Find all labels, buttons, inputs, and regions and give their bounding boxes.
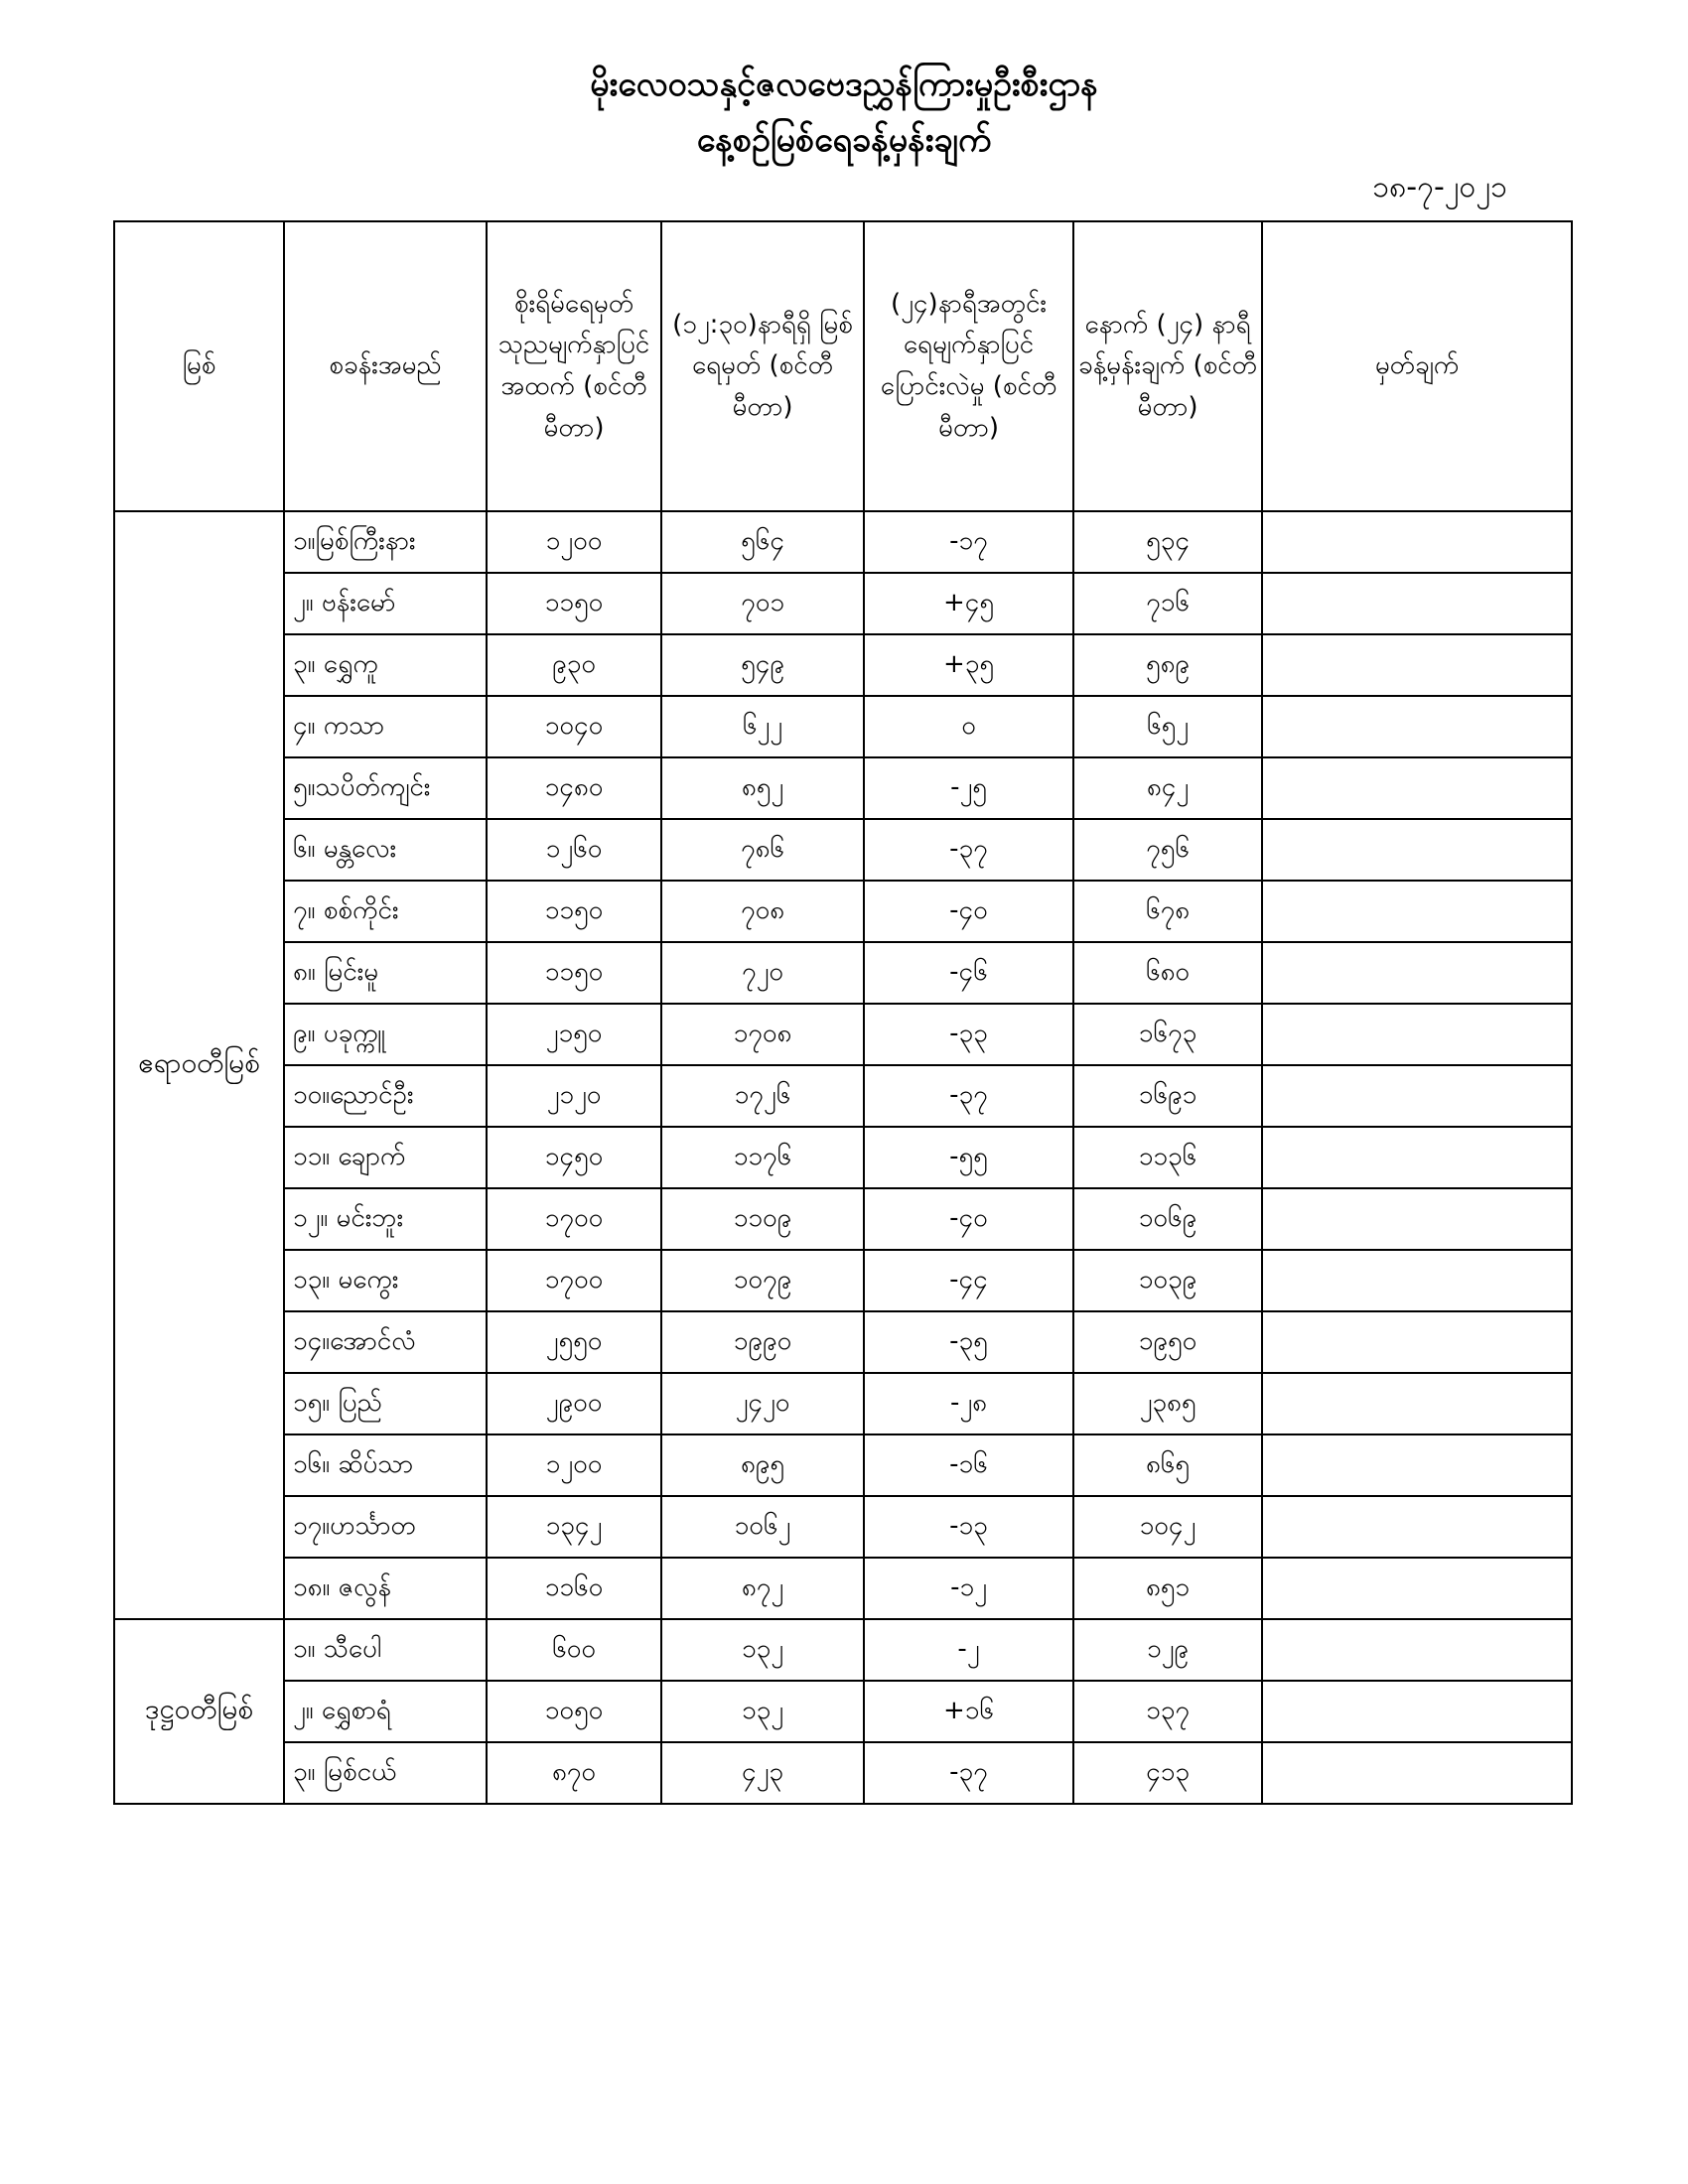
- remark: [1262, 819, 1572, 881]
- danger-level: ၂၅၅၀: [487, 1311, 661, 1373]
- level-change: -၃၇: [864, 1742, 1073, 1804]
- level-change: -၅၅: [864, 1127, 1073, 1188]
- danger-level: ၁၁၅၀: [487, 573, 661, 634]
- level-change: -၁၇: [864, 511, 1073, 573]
- table-row: [114, 1742, 1572, 1804]
- page-subtitle: နေ့စဉ်မြစ်ရေခန့်မှန်းချက်: [696, 120, 992, 160]
- table-row: [114, 1434, 1572, 1496]
- remark: [1262, 696, 1572, 757]
- forecast-level: ၁၁၃၆: [1073, 1127, 1262, 1188]
- station-name: ၁၀။ညောင်ဦး: [284, 1065, 487, 1127]
- station-name: ၁၁။ ချောက်: [284, 1127, 487, 1188]
- forecast-level: ၆၈၀: [1073, 942, 1262, 1004]
- table-row: [114, 1496, 1572, 1558]
- col-header-river: မြစ်: [114, 221, 284, 511]
- forecast-level: ၈၄၂: [1073, 757, 1262, 819]
- col-header-station: စခန်းအမည်: [284, 221, 487, 511]
- forecast-level: ၆၇၈: [1073, 881, 1262, 942]
- water-level: ၈၇၂: [661, 1558, 864, 1619]
- table-header-row: [114, 221, 1572, 511]
- table-row: [114, 1004, 1572, 1065]
- remark: [1262, 1373, 1572, 1434]
- table-row: [114, 1373, 1572, 1434]
- table-row: [114, 819, 1572, 881]
- river-name: ဒုဋ္ဌဝတီမြစ်: [114, 1619, 284, 1804]
- station-name: ၁၆။ ဆိပ်သာ: [284, 1434, 487, 1496]
- table-row: [114, 1619, 1572, 1681]
- remark: [1262, 634, 1572, 696]
- level-change: -၂၈: [864, 1373, 1073, 1434]
- forecast-level: ၈၅၁: [1073, 1558, 1262, 1619]
- forecast-level: ၁၉၅၀: [1073, 1311, 1262, 1373]
- remark: [1262, 1004, 1572, 1065]
- danger-level: ၁၄၈၀: [487, 757, 661, 819]
- level-change: -၁၃: [864, 1496, 1073, 1558]
- level-change: -၃၃: [864, 1004, 1073, 1065]
- danger-level: ၁၂၆၀: [487, 819, 661, 881]
- level-change: +၁၆: [864, 1681, 1073, 1742]
- table-body: [114, 511, 1572, 1804]
- forecast-level: ၇၁၆: [1073, 573, 1262, 634]
- forecast-level: ၄၁၃: [1073, 1742, 1262, 1804]
- water-level: ၅၄၉: [661, 634, 864, 696]
- forecast-level: ၅၈၉: [1073, 634, 1262, 696]
- station-name: ၇။ စစ်ကိုင်း: [284, 881, 487, 942]
- danger-level: ၁၁၆၀: [487, 1558, 661, 1619]
- table-row: [114, 1681, 1572, 1742]
- water-level: ၆၂၂: [661, 696, 864, 757]
- level-change: -၄၀: [864, 1188, 1073, 1250]
- level-change: -၁၂: [864, 1558, 1073, 1619]
- remark: [1262, 1681, 1572, 1742]
- station-name: ၁၃။ မကွေး: [284, 1250, 487, 1311]
- page-title: မိုးလေဝသနှင့်ဇလဗေဒညွှန်ကြားမှုဦးစီးဌာန: [590, 65, 1098, 104]
- table-row: [114, 1065, 1572, 1127]
- station-name: ၂။ ဗန်းမော်: [284, 573, 487, 634]
- station-name: ၄။ ကသာ: [284, 696, 487, 757]
- table-row: [114, 1558, 1572, 1619]
- forecast-level: ၂၃၈၅: [1073, 1373, 1262, 1434]
- water-level: ၁၁၇၆: [661, 1127, 864, 1188]
- col-header-forecast: နောက် (၂၄) နာရီ ခန့်မှန်းချက် (စင်တီမီတာ): [1073, 221, 1262, 511]
- forecast-level: ၁၀၄၂: [1073, 1496, 1262, 1558]
- danger-level: ၆၀၀: [487, 1619, 661, 1681]
- level-change: -၄၄: [864, 1250, 1073, 1311]
- water-level: ၄၂၃: [661, 1742, 864, 1804]
- forecast-level: ၆၅၂: [1073, 696, 1262, 757]
- station-name: ၉။ ပခုက္ကူ: [284, 1004, 487, 1065]
- water-level: ၁၉၉၀: [661, 1311, 864, 1373]
- danger-level: ၁၀၅၀: [487, 1681, 661, 1742]
- water-level: ၈၉၅: [661, 1434, 864, 1496]
- water-level: ၇၈၆: [661, 819, 864, 881]
- table-row: [114, 573, 1572, 634]
- remark: [1262, 1065, 1572, 1127]
- level-change: -၃၇: [864, 1065, 1073, 1127]
- station-name: ၃။ မြစ်ငယ်: [284, 1742, 487, 1804]
- table-row: [114, 696, 1572, 757]
- station-name: ၂။ ရွှေစာရံ: [284, 1681, 487, 1742]
- danger-level: ၁၃၄၂: [487, 1496, 661, 1558]
- water-level: ၁၇၀၈: [661, 1004, 864, 1065]
- level-change: -၂၅: [864, 757, 1073, 819]
- table-row: [114, 757, 1572, 819]
- danger-level: ၂၁၂၀: [487, 1065, 661, 1127]
- water-level: ၁၀၆၂: [661, 1496, 864, 1558]
- station-name: ၁။မြစ်ကြီးနား: [284, 511, 487, 573]
- danger-level: ၁၁၅၀: [487, 942, 661, 1004]
- forecast-level: ၈၆၅: [1073, 1434, 1262, 1496]
- level-change: +၄၅: [864, 573, 1073, 634]
- water-level: ၈၅၂: [661, 757, 864, 819]
- water-level: ၁၃၂: [661, 1681, 864, 1742]
- river-name: ဧရာဝတီမြစ်: [114, 511, 284, 1619]
- table-row: [114, 1311, 1572, 1373]
- remark: [1262, 573, 1572, 634]
- water-level: ၁၀၇၉: [661, 1250, 864, 1311]
- remark: [1262, 942, 1572, 1004]
- danger-level: ၁၂၀၀: [487, 1434, 661, 1496]
- forecast-level: ၅၃၄: [1073, 511, 1262, 573]
- col-header-current-level: (၁၂:၃၀)နာရီရှိ မြစ်ရေမှတ် (စင်တီမီတာ): [661, 221, 864, 511]
- remark: [1262, 881, 1572, 942]
- station-name: ၁၂။ မင်းဘူး: [284, 1188, 487, 1250]
- station-name: ၁။ သီပေါ: [284, 1619, 487, 1681]
- level-change: +၃၅: [864, 634, 1073, 696]
- danger-level: ၂၉၀၀: [487, 1373, 661, 1434]
- station-name: ၈။ မြင်းမူ: [284, 942, 487, 1004]
- danger-level: ၂၁၅၀: [487, 1004, 661, 1065]
- danger-level: ၁၄၅၀: [487, 1127, 661, 1188]
- danger-level: ၁၇၀၀: [487, 1250, 661, 1311]
- danger-level: ၈၇၀: [487, 1742, 661, 1804]
- water-level: ၇၂၀: [661, 942, 864, 1004]
- water-level: ၁၃၂: [661, 1619, 864, 1681]
- water-level: ၁၇၂၆: [661, 1065, 864, 1127]
- table-row: [114, 1188, 1572, 1250]
- remark: [1262, 1619, 1572, 1681]
- level-change: -၁၆: [864, 1434, 1073, 1496]
- table-row: [114, 1127, 1572, 1188]
- river-level-table: [113, 220, 1573, 1805]
- danger-level: ၉၃၀: [487, 634, 661, 696]
- remark: [1262, 1434, 1572, 1496]
- table-row: [114, 511, 1572, 573]
- remark: [1262, 1311, 1572, 1373]
- water-level: ၅၆၄: [661, 511, 864, 573]
- water-level: ၁၁၀၉: [661, 1188, 864, 1250]
- table-row: [114, 881, 1572, 942]
- table-row: [114, 634, 1572, 696]
- remark: [1262, 1127, 1572, 1188]
- level-change: -၄၀: [864, 881, 1073, 942]
- forecast-level: ၁၀၆၉: [1073, 1188, 1262, 1250]
- forecast-level: ၁၆၇၃: [1073, 1004, 1262, 1065]
- remark: [1262, 757, 1572, 819]
- forecast-level: ၁၀၃၉: [1073, 1250, 1262, 1311]
- remark: [1262, 1742, 1572, 1804]
- water-level: ၇၀၈: [661, 881, 864, 942]
- danger-level: ၁၇၀၀: [487, 1188, 661, 1250]
- level-change: -၂: [864, 1619, 1073, 1681]
- station-name: ၅။သပိတ်ကျင်း: [284, 757, 487, 819]
- remark: [1262, 1496, 1572, 1558]
- level-change: -၃၅: [864, 1311, 1073, 1373]
- station-name: ၁၄။အောင်လံ: [284, 1311, 487, 1373]
- col-header-remarks: မှတ်ချက်: [1262, 221, 1572, 511]
- table-row: [114, 1250, 1572, 1311]
- remark: [1262, 1188, 1572, 1250]
- table-row: [114, 942, 1572, 1004]
- forecast-level: ၇၅၆: [1073, 819, 1262, 881]
- remark: [1262, 1558, 1572, 1619]
- station-name: ၃။ ရွှေကူ: [284, 634, 487, 696]
- level-change: -၃၇: [864, 819, 1073, 881]
- danger-level: ၁၀၄၀: [487, 696, 661, 757]
- danger-level: ၁၂၀၀: [487, 511, 661, 573]
- forecast-level: ၁၆၉၁: [1073, 1065, 1262, 1127]
- forecast-level: ၁၂၉: [1073, 1619, 1262, 1681]
- col-header-danger-level: စိုးရိမ်ရေမှတ် သုညမျက်နှာပြင် အထက် (စင်တီမီတာ): [487, 221, 661, 511]
- water-level: ၇၀၁: [661, 573, 864, 634]
- level-change: ၀: [864, 696, 1073, 757]
- station-name: ၁၅။ ပြည်: [284, 1373, 487, 1434]
- water-level: ၂၄၂၀: [661, 1373, 864, 1434]
- station-name: ၁၇။ဟင်္သာတ: [284, 1496, 487, 1558]
- level-change: -၄၆: [864, 942, 1073, 1004]
- remark: [1262, 1250, 1572, 1311]
- station-name: ၁၈။ ဇလွန်: [284, 1558, 487, 1619]
- report-date: ၁၈-၇-၂၀၂၁: [1372, 170, 1507, 205]
- station-name: ၆။ မန္တလေး: [284, 819, 487, 881]
- col-header-24h-change: (၂၄)နာရီအတွင်း ရေမျက်နှာပြင် ပြောင်းလဲမှု (စင်တီမီတာ): [864, 221, 1073, 511]
- forecast-level: ၁၃၇: [1073, 1681, 1262, 1742]
- danger-level: ၁၁၅၀: [487, 881, 661, 942]
- remark: [1262, 511, 1572, 573]
